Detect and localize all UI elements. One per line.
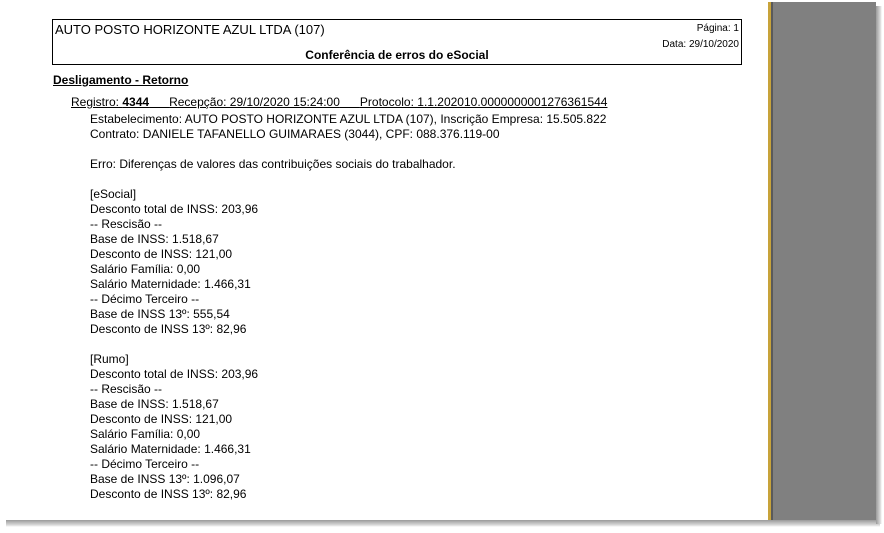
esocial-line: -- Décimo Terceiro -- bbox=[90, 292, 200, 306]
rumo-line: -- Décimo Terceiro -- bbox=[90, 457, 200, 471]
esocial-line: Base de INSS: 1.518,67 bbox=[90, 232, 219, 246]
esocial-line: Salário Família: 0,00 bbox=[90, 262, 201, 276]
rumo-line: Desconto total de INSS: 203,96 bbox=[90, 367, 259, 381]
estabelecimento-line: Estabelecimento: AUTO POSTO HORIZONTE AZUL LTDA (107), Inscrição Empresa: 15.505.822 bbox=[90, 112, 607, 126]
esocial-line: Desconto total de INSS: 203,96 bbox=[90, 202, 259, 216]
rumo-header: [Rumo] bbox=[90, 352, 129, 366]
rumo-line: Desconto de INSS: 121,00 bbox=[90, 412, 233, 426]
esocial-line: Desconto de INSS 13º: 82,96 bbox=[90, 322, 247, 336]
protocolo-text: Protocolo: 1.1.202010.0000000001276361544 bbox=[359, 95, 608, 109]
report-date: Data: 29/10/2020 bbox=[662, 39, 739, 50]
esocial-line: -- Rescisão -- bbox=[90, 217, 163, 231]
spacer bbox=[90, 337, 606, 352]
frame-shadow-right bbox=[876, 6, 882, 524]
spacer bbox=[90, 142, 606, 157]
page-number: Página: 1 bbox=[696, 23, 739, 34]
registro-line bbox=[71, 95, 607, 109]
report-page bbox=[2, 2, 768, 520]
esocial-line: Salário Maternidade: 1.466,31 bbox=[90, 277, 251, 291]
rumo-line: Base de INSS 13º: 1.096,07 bbox=[90, 472, 240, 486]
registro-number: 4344 bbox=[122, 95, 150, 109]
frame-shadow-bottom bbox=[6, 520, 880, 527]
rumo-line: Salário Família: 0,00 bbox=[90, 427, 201, 441]
report-header bbox=[52, 19, 742, 65]
company-name: AUTO POSTO HORIZONTE AZUL LTDA (107) bbox=[55, 22, 325, 37]
rumo-line: Desconto de INSS 13º: 82,96 bbox=[90, 487, 247, 501]
esocial-header: [eSocial] bbox=[90, 187, 137, 201]
report-viewport[interactable] bbox=[2, 2, 876, 520]
spacer bbox=[90, 172, 606, 187]
contrato-line: Contrato: DANIELE TAFANELLO GUIMARAES (3044), CPF: 088.376.119-00 bbox=[90, 127, 500, 141]
rumo-line: -- Rescisão -- bbox=[90, 382, 163, 396]
esocial-line: Base de INSS 13º: 555,54 bbox=[90, 307, 230, 321]
registro-label: Registro: bbox=[71, 95, 123, 109]
error-details bbox=[90, 112, 606, 502]
recepcao-text: Recepção: 29/10/2020 15:24:00 bbox=[169, 95, 340, 109]
esocial-line: Desconto de INSS: 121,00 bbox=[90, 247, 233, 261]
erro-line: Erro: Diferenças de valores das contribuições sociais do trabalhador. bbox=[90, 157, 456, 171]
rumo-line: Salário Maternidade: 1.466,31 bbox=[90, 442, 251, 456]
rumo-line: Base de INSS: 1.518,67 bbox=[90, 397, 219, 411]
section-title: Desligamento - Retorno bbox=[53, 73, 189, 87]
page-edge-shadow bbox=[771, 2, 773, 520]
report-title: Conferência de erros do eSocial bbox=[305, 48, 489, 62]
